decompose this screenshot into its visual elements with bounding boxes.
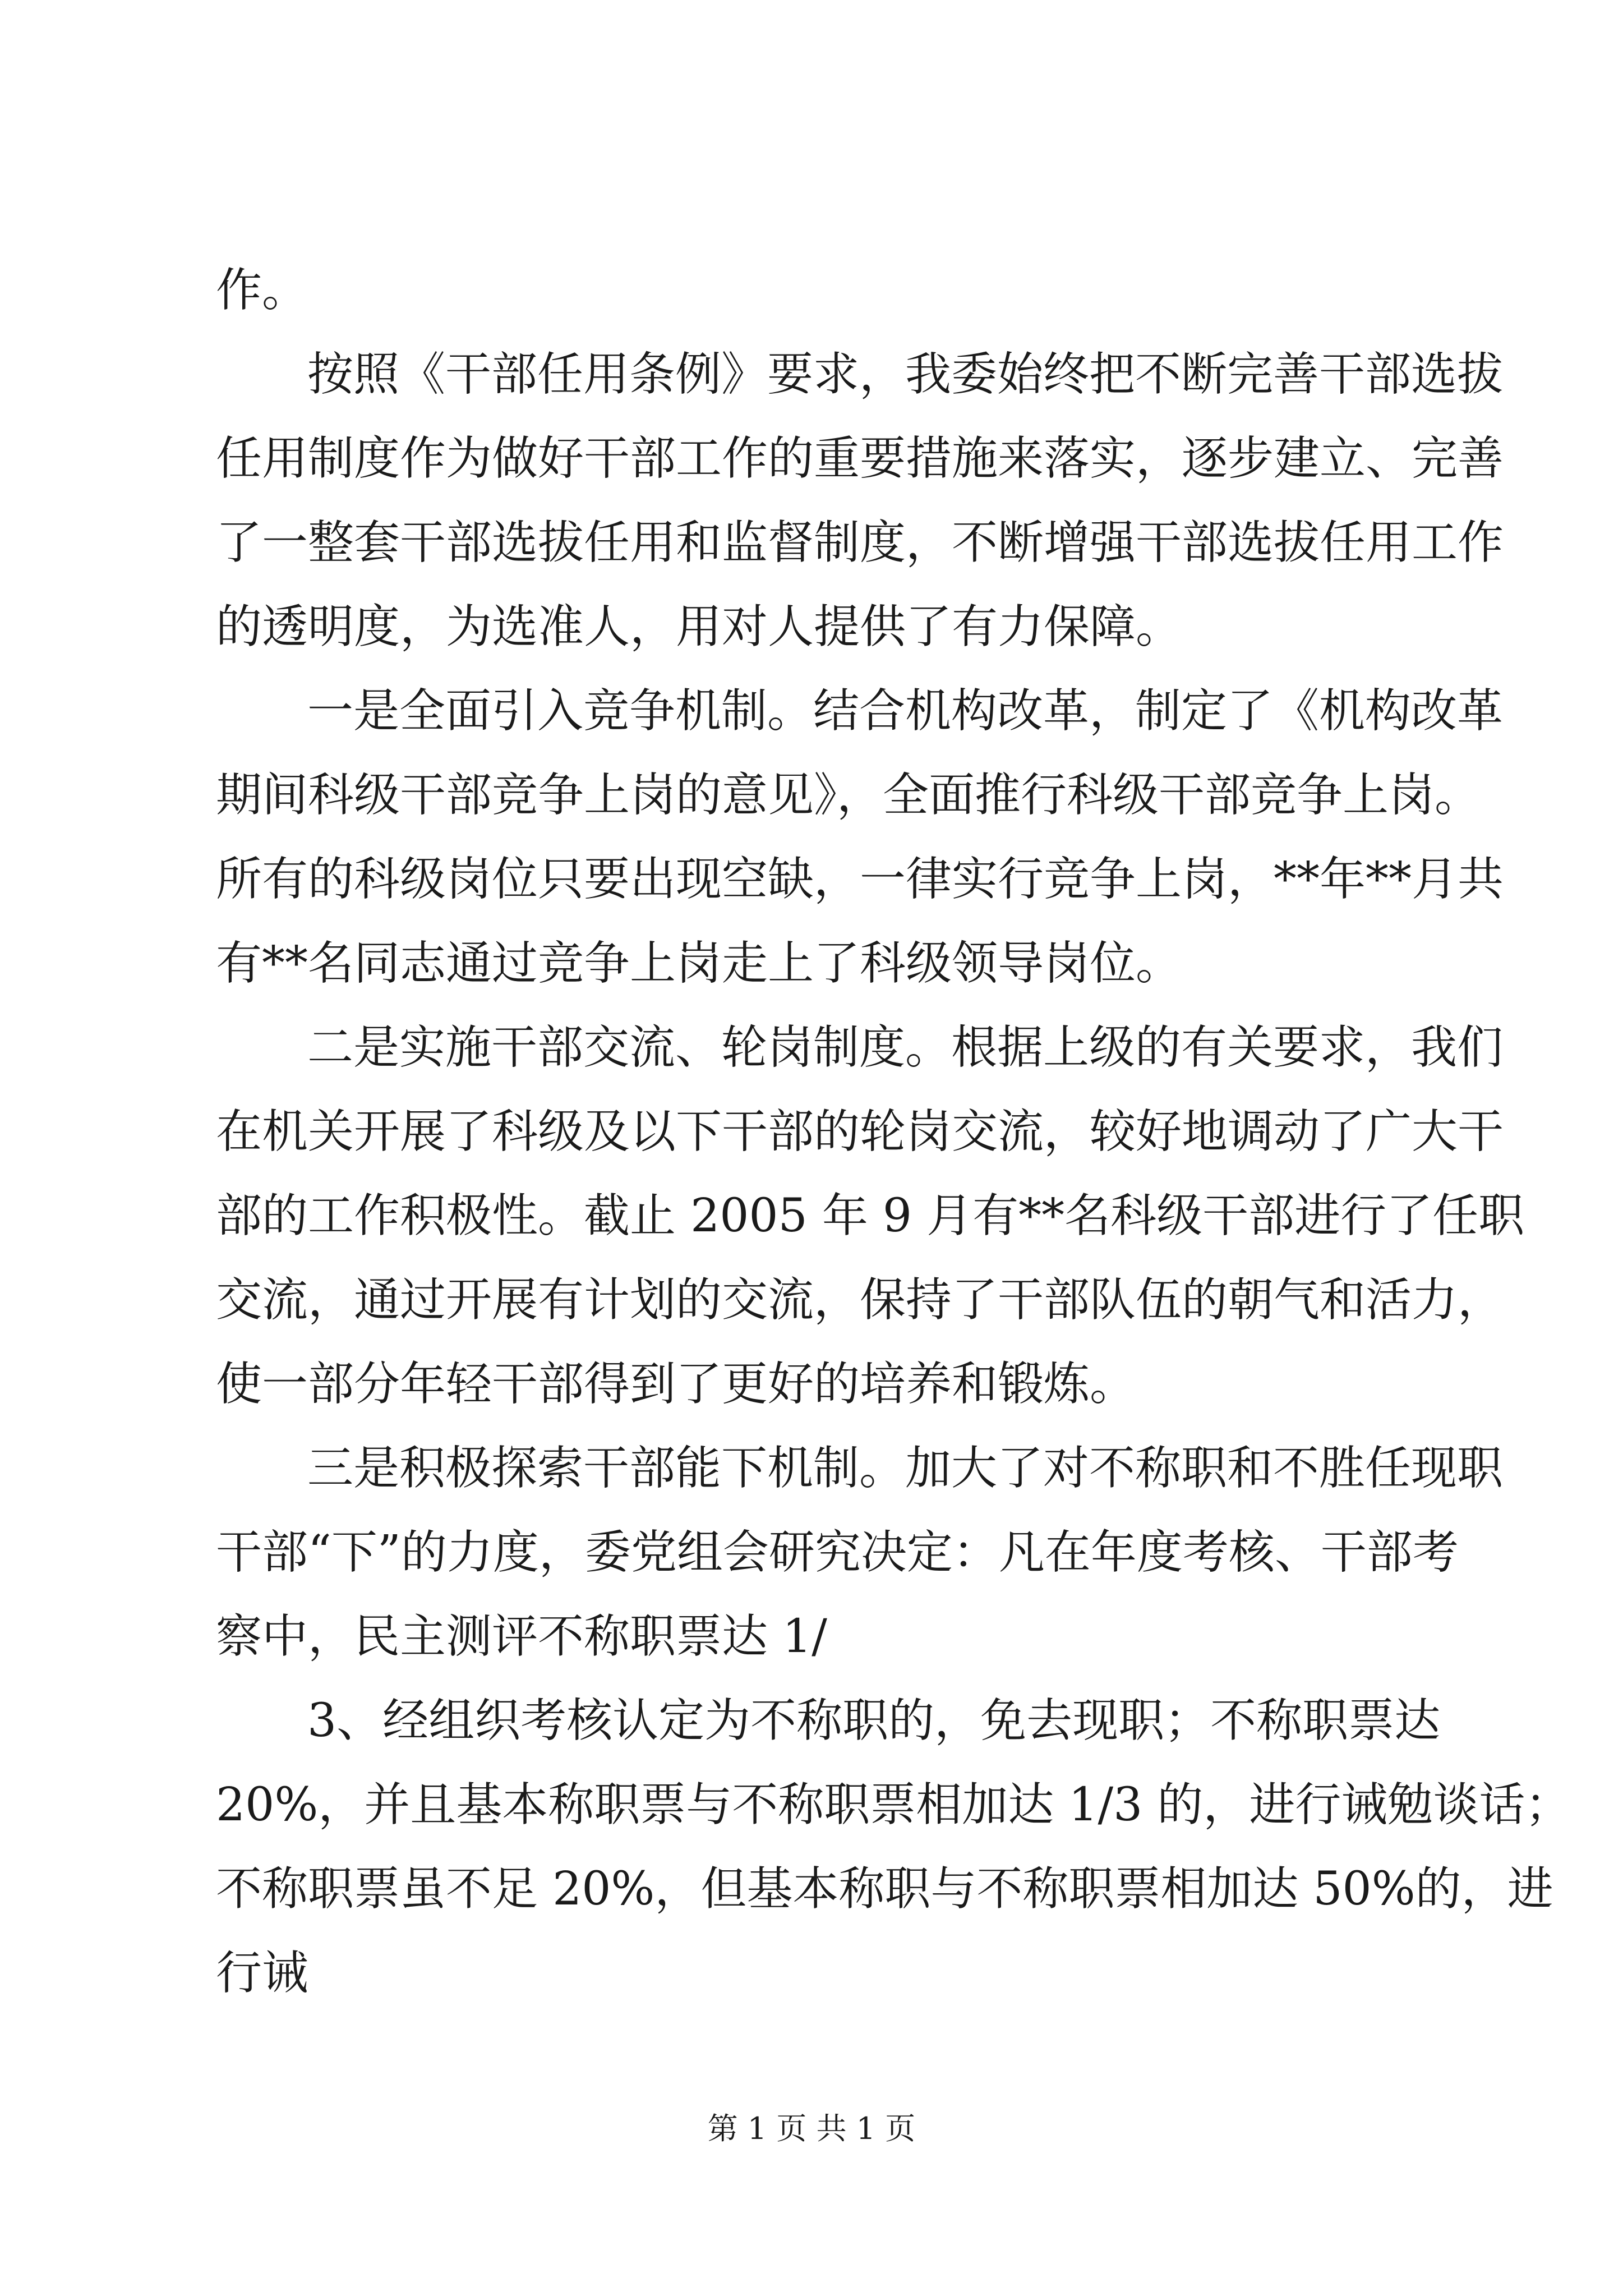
- text-line: 察中，民主测评不称职票达 1/: [216, 1610, 827, 1663]
- text-line: 二是实施干部交流、轮岗制度。根据上级的有关要求，我们: [307, 1021, 1504, 1074]
- text-line: 行诫: [216, 1947, 308, 2000]
- text-line: 三是积极探索干部能下机制。加大了对不称职和不胜任现职: [307, 1442, 1504, 1495]
- text-line: 任用制度作为做好干部工作的重要措施来落实，逐步建立、完善: [216, 432, 1504, 485]
- text-line: 按照《干部任用条例》要求，我委始终把不断完善干部选拔: [307, 348, 1504, 401]
- text-line: 干部“下”的力度，委党组会研究决定：凡在年度考核、干部考: [216, 1526, 1459, 1579]
- text-line: 一是全面引入竞争机制。结合机构改革，制定了《机构改革: [307, 684, 1504, 738]
- text-line: 不称职票虽不足 20%，但基本称职与不称职票相加达 50%的，进: [216, 1862, 1553, 1916]
- text-line: 部的工作积极性。截止 2005 年 9 月有**名科级干部进行了任职: [216, 1189, 1525, 1243]
- text-line: 的透明度，为选准人，用对人提供了有力保障。: [216, 600, 1182, 654]
- text-line: 3、经组织考核认定为不称职的，免去现职；不称职票达: [307, 1694, 1441, 1747]
- text-line: 了一整套干部选拔任用和监督制度，不断增强干部选拔任用工作: [216, 516, 1504, 569]
- text-line: 有**名同志通过竞争上岗走上了科级领导岗位。: [216, 937, 1182, 990]
- text-line: 20%，并且基本称职票与不称职票相加达 1/3 的，进行诫勉谈话；: [216, 1778, 1571, 1832]
- text-line: 期间科级干部竞争上岗的意见》，全面推行科级干部竞争上岗。: [216, 769, 1481, 822]
- text-line: 在机关开展了科级及以下干部的轮岗交流，较好地调动了广大干: [216, 1105, 1504, 1158]
- text-line: 所有的科级岗位只要出现空缺，一律实行竞争上岗，**年**月共: [216, 853, 1504, 906]
- text-line: 使一部分年轻干部得到了更好的培养和锻炼。: [216, 1358, 1136, 1411]
- text-line: 作。: [216, 264, 308, 317]
- text-line: 交流，通过开展有计划的交流，保持了干部队伍的朝气和活力，: [216, 1273, 1504, 1327]
- page-number-footer: 第 1 页 共 1 页: [707, 2111, 916, 2146]
